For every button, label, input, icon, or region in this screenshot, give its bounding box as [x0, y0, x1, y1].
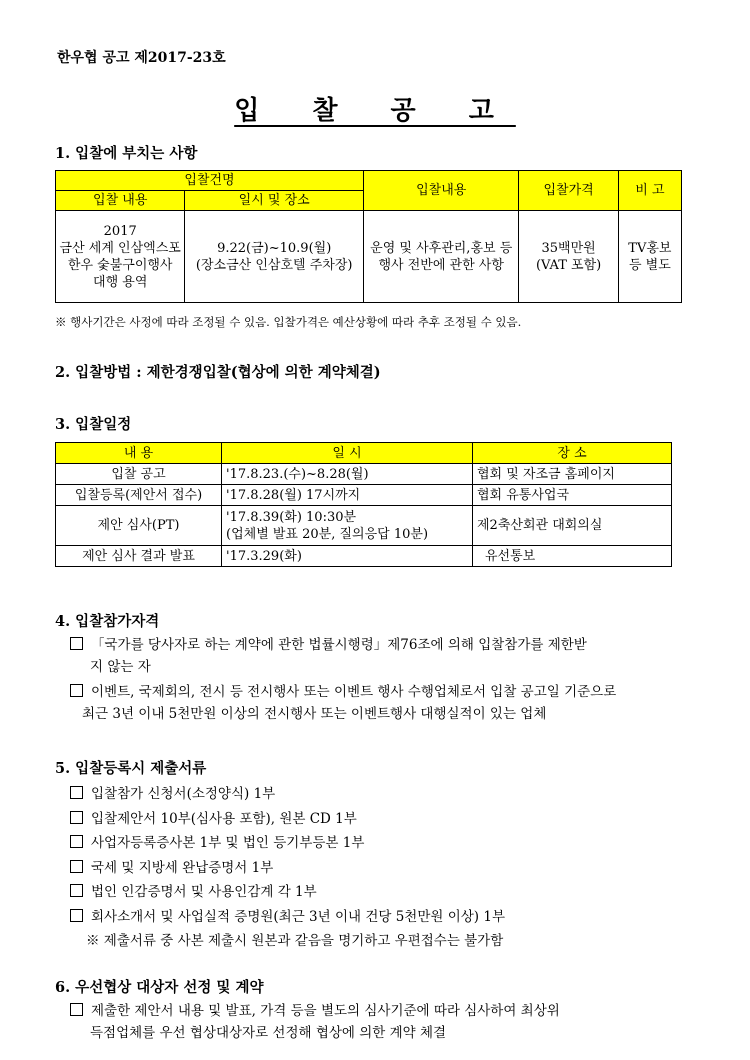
contract-text: 제출한 제안서 내용 및 발표, 가격 등을 별도의 심사기준에 따라 심사하여 최상위 — [91, 1003, 560, 1019]
schedule-row-datetime — [222, 506, 473, 546]
row-content — [56, 211, 185, 303]
header-datetime: 일시 및 장소 — [185, 191, 364, 211]
document-text: 국세 및 지방세 완납증명서 1부 — [91, 859, 274, 876]
header-group: 입찰건명 — [56, 171, 364, 191]
section1-heading: 1. 입찰에 부치는 사항 — [55, 145, 198, 162]
qualification-text: 이벤트, 국제회의, 전시 등 전시행사 또는 이벤트 행사 수행업체로서 입찰 공고일 기준으로 — [91, 684, 617, 700]
row-content-line: 금산 세계 인삼엑스포 — [59, 240, 181, 256]
checkbox-icon — [70, 1003, 83, 1016]
document-note: ※ 제출서류 중 사본 제출시 원본과 같음을 명기하고 우편접수는 불가함 — [86, 933, 504, 949]
checkbox-icon — [70, 909, 83, 922]
qualification-text: 「국가를 당사자로 하는 계약에 관한 법률시행령」제76조에 의해 입찰참가를 제한받 — [91, 637, 587, 653]
row-content-line: 대행 용역 — [93, 274, 148, 290]
row-price — [519, 211, 618, 303]
schedule-header-place: 장 소 — [473, 443, 672, 464]
schedule-header-content: 내 용 — [56, 443, 222, 464]
section3-heading: 3. 입찰일정 — [55, 416, 132, 433]
header-price: 입찰가격 — [519, 171, 618, 211]
row-note — [618, 211, 681, 303]
row-note-line: 등 별도 — [628, 257, 671, 273]
schedule-header-datetime: 일 시 — [222, 443, 473, 464]
schedule-table — [55, 442, 672, 567]
schedule-row-content: 입찰등록(제안서 접수) — [56, 485, 222, 506]
row-content-line: 한우 숯불구이행사 — [67, 257, 173, 273]
row-bidcontent-line: 행사 전반에 관한 사항 — [378, 257, 504, 273]
checkbox-icon — [70, 637, 83, 650]
row-price-line: 35백만원 — [541, 240, 596, 256]
schedule-row-datetime: '17.8.28(월) 17시까지 — [222, 485, 473, 506]
document-text: 사업자등록증사본 1부 및 법인 등기부등본 1부 — [91, 835, 365, 851]
schedule-row-place: 협회 및 자조금 홈페이지 — [473, 464, 672, 485]
contract-line: 득점업체를 우선 협상대상자로 선정해 협상에 의한 계약 체결 — [90, 1025, 447, 1041]
page-title-text: 입 찰 공 고 — [234, 96, 516, 126]
row-datetime-line: (장소금산 인삼호텔 주차장) — [195, 257, 353, 273]
qualification-line — [70, 681, 616, 703]
schedule-row-datetime: '17.8.23.(수)~8.28(월) — [222, 464, 473, 485]
page-title — [0, 90, 750, 127]
schedule-row-place: 협회 유통사업국 — [473, 485, 672, 506]
schedule-row-datetime-line: '17.8.39(화) 10:30분 — [226, 509, 357, 525]
schedule-row-place: 유선통보 — [473, 546, 672, 567]
document-item — [70, 880, 505, 905]
header-note: 비 고 — [618, 171, 681, 211]
checkbox-icon — [70, 835, 83, 848]
qualification-line: 최근 3년 이내 5천만원 이상의 전시행사 또는 이벤트행사 대행실적이 있는 업체 — [82, 706, 547, 722]
schedule-row-content: 제안 심사 결과 발표 — [56, 546, 222, 567]
checkbox-icon — [70, 884, 83, 897]
document-item — [70, 807, 505, 832]
qualification-item — [70, 634, 587, 678]
document-item — [70, 782, 505, 807]
section4-heading: 4. 입찰참가자격 — [55, 613, 160, 630]
schedule-row-content: 제안 심사(PT) — [56, 506, 222, 546]
row-bidcontent-line: 운영 및 사후관리,홍보 등 — [370, 240, 513, 256]
qualification-item — [70, 681, 616, 725]
contract-line — [70, 1000, 560, 1022]
row-datetime-line: 9.22(금)~10.9(월) — [217, 240, 332, 256]
section1-footnote: ※ 행사기간은 사정에 따라 조정될 수 있음. 입찰가격은 예산상황에 따라 추후 조정될 수 있음. — [55, 315, 522, 329]
row-content-line: 2017 — [103, 223, 137, 239]
checkbox-icon — [70, 684, 83, 697]
row-price-line: (VAT 포함) — [535, 257, 602, 273]
checkbox-icon — [70, 786, 83, 799]
bid-items-table — [55, 170, 682, 303]
row-bidcontent — [363, 211, 518, 303]
row-note-line: TV홍보 — [628, 240, 672, 256]
documents-list — [70, 782, 505, 954]
header-bidcontent: 입찰내용 — [363, 171, 518, 211]
document-text: 법인 인감증명서 및 사용인감계 각 1부 — [91, 884, 317, 900]
qualification-line: 지 않는 자 — [90, 659, 151, 675]
document-text: 입찰참가 신청서(소정양식) 1부 — [91, 786, 276, 802]
row-datetime — [185, 211, 364, 303]
document-text: 회사소개서 및 사업실적 증명원(최근 3년 이내 건당 5천만원 이상) 1부 — [91, 908, 505, 925]
document-item — [70, 856, 505, 881]
contract-item — [70, 1000, 560, 1044]
schedule-row-content: 입찰 공고 — [56, 464, 222, 485]
section5-heading: 5. 입찰등록시 제출서류 — [55, 760, 207, 777]
notice-number: 한우협 공고 제2017-23호 — [57, 50, 226, 66]
checkbox-icon — [70, 860, 83, 873]
document-text: 입찰제안서 10부(심사용 포함), 원본 CD 1부 — [91, 810, 357, 827]
schedule-row-datetime: '17.3.29(화) — [222, 546, 473, 567]
document-item — [70, 831, 505, 856]
checkbox-icon — [70, 811, 83, 824]
qualification-line — [70, 634, 587, 656]
header-content: 입찰 내용 — [56, 191, 185, 211]
schedule-row-datetime-line: (업체별 발표 20분, 질의응답 10분) — [226, 526, 429, 542]
section2-heading: 2. 입찰방법 : 제한경쟁입찰(협상에 의한 계약체결) — [55, 364, 381, 381]
schedule-row-place: 제2축산회관 대회의실 — [473, 506, 672, 546]
section6-heading: 6. 우선협상 대상자 선정 및 계약 — [55, 979, 264, 996]
document-item — [70, 905, 505, 930]
